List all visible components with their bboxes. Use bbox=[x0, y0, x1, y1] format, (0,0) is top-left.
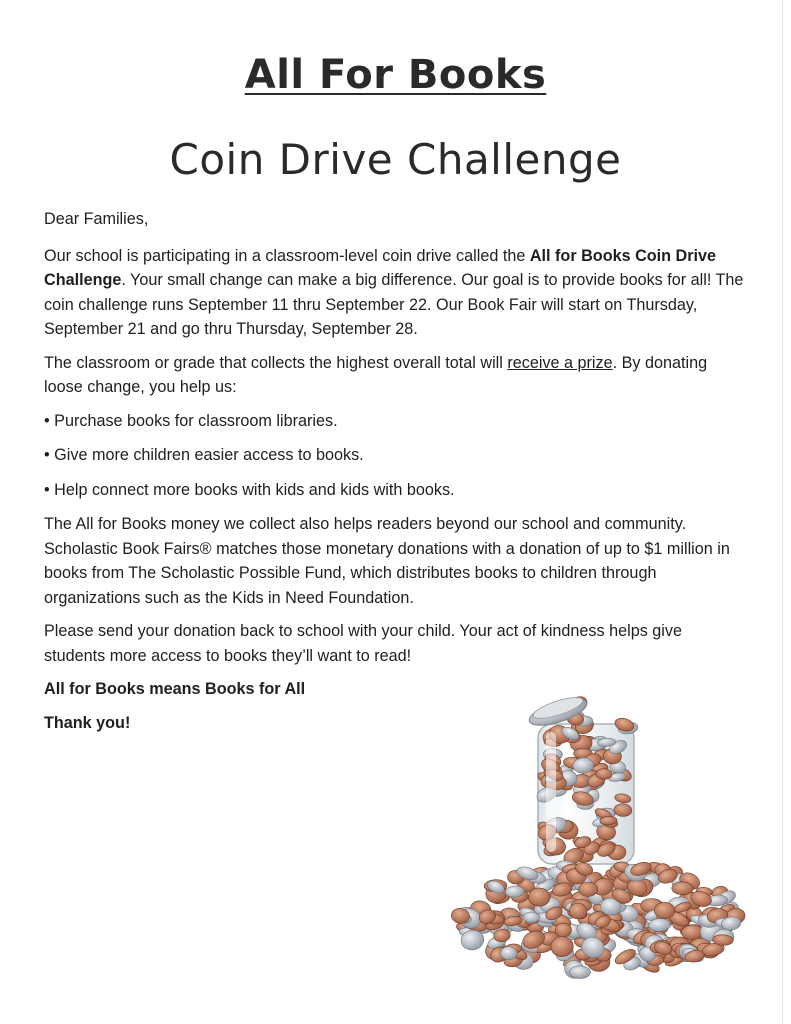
list-item-text: Give more children easier access to books. bbox=[54, 446, 364, 464]
list-item bbox=[44, 443, 744, 468]
letter-body bbox=[44, 207, 744, 744]
challenge-name: All for Books Coin Drive Challenge bbox=[44, 246, 717, 289]
coin bbox=[569, 966, 590, 979]
list-item-text: Purchase books for classroom libraries. bbox=[54, 411, 338, 430]
coin-pile bbox=[450, 859, 746, 981]
prize-underlined: receive a prize bbox=[507, 353, 613, 372]
bullet-icon: • bbox=[44, 480, 50, 499]
coin bbox=[500, 946, 517, 960]
list-item bbox=[44, 409, 744, 434]
intro-paragraph bbox=[44, 244, 744, 342]
coin bbox=[569, 903, 587, 919]
bullet-icon: • bbox=[44, 446, 50, 464]
closing: Thank you! bbox=[44, 713, 131, 732]
coin bbox=[555, 923, 571, 937]
page-subtitle: Coin Drive Challenge bbox=[169, 135, 622, 184]
list-item bbox=[44, 478, 744, 503]
prize-text-end: . By donating loose change, you help us: bbox=[44, 353, 708, 396]
coin bbox=[654, 902, 674, 918]
coin bbox=[672, 882, 694, 895]
bullet-icon: • bbox=[44, 411, 50, 430]
list-item-text: Help connect more books with kids and kids with books. bbox=[54, 480, 455, 499]
coin bbox=[523, 912, 540, 923]
tagline: All for Books means Books for All bbox=[44, 680, 306, 698]
donation-paragraph: Please send your donation back to school with your child. Your act of kindness helps give students more access to books they’ll want to read! bbox=[44, 622, 682, 665]
intro-text-start: Our school is participating in a classroom-level coin drive called the bbox=[44, 246, 530, 265]
page-title: All For Books bbox=[244, 52, 547, 98]
intro-text-end: . Your small change can make a big difference. Our goal is to provide books for all! The coin challenge runs September 11 thru September 22. Our Book Fair will start on Thursday, September 21 and go thru Thursday, September 28. bbox=[44, 271, 744, 338]
prize-paragraph bbox=[44, 351, 744, 400]
salutation: Dear Families, bbox=[44, 210, 149, 228]
coin bbox=[579, 882, 598, 897]
beyond-school-paragraph: The All for Books money we collect also helps readers beyond our school and community. Scholastic Book Fairs® matches those monetary donations with a donation of up to $1 million in books from The Scholastic Possible Fund, which distributes books to children through organizations such as the Kids in Need Foundation. bbox=[44, 515, 730, 607]
coin-jar-icon bbox=[450, 684, 750, 984]
prize-text-start: The classroom or grade that collects the highest overall total will bbox=[44, 353, 508, 372]
